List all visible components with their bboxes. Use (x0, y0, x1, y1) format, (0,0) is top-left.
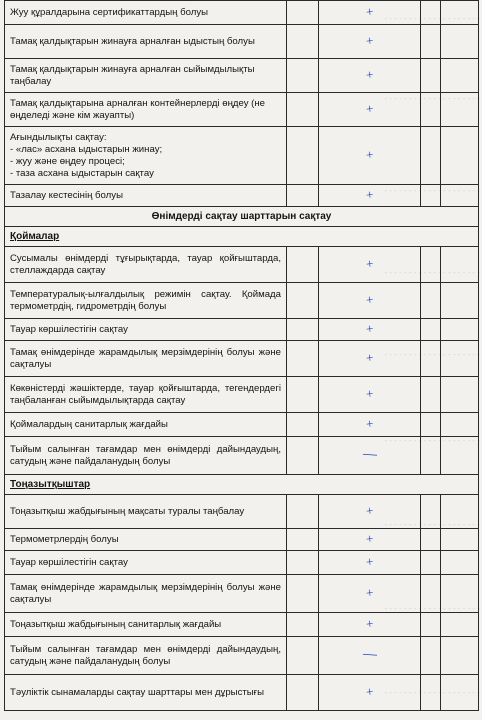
table-row (5, 93, 479, 127)
criterion-label: Тамақ өнімдерінде жарамдылық мерзімдерінің болуы және сақталуы (5, 575, 287, 613)
criterion-label: Сусымалы өнімдерді тұғырықтарда, тауар қойғыштарда, стеллаждарда сақтау (5, 247, 287, 283)
handwritten-mark: + (364, 349, 375, 365)
subsection-header (5, 227, 479, 247)
bleed-through-reverse-text: - - - - - - - - - - - - - - - - - - - - - - - - - - - - - - - - - - - - - - - - - - - - - - - - - - - - - - - - - - - - - - - - - - - - - - - - - - - - - - - - - - - - - - - - - - - - - - - - - - - - - - - - - - - - - - - - - - - - - - - - - - - - - - - - - - - - - - - - - - - - - - - - - - - - - - - - - - - - - - - - - - - - - - - - - - - - - - - - - - - - (384, 14, 480, 697)
criterion-label: Тоңазытқыш жабдығының мақсаты туралы таңбалау (5, 495, 287, 529)
table-row (5, 575, 479, 613)
table-row (5, 319, 479, 341)
subsection-title: Тоңазытқыштар (5, 475, 479, 495)
handwritten-mark: + (364, 683, 375, 699)
handwritten-mark: + (364, 100, 375, 116)
table-row (5, 1, 479, 25)
table-row (5, 413, 479, 437)
handwritten-mark: — (362, 646, 378, 663)
criterion-label: Тауар көршілестігін сақтау (5, 551, 287, 575)
criterion-label: Тамақ қалдықтарына арналған контейнерлерді өңдеу (не өңделеді және кім жауапты) (5, 93, 287, 127)
criterion-label: Тәуліктік сынамаларды сақтау шарттары мен дұрыстығы (5, 675, 287, 711)
handwritten-mark: + (364, 3, 375, 19)
handwritten-mark: + (364, 615, 375, 631)
table-row (5, 247, 479, 283)
criterion-label: Термометрлердің болуы (5, 529, 287, 551)
criterion-label: Көкөністерді жәшіктерде, тауар қойғыштарда, тегендердегі таңбаланған сыйымдылықтарда сақтау (5, 377, 287, 413)
table-row (5, 529, 479, 551)
criterion-label: Тазалау кестесінің болуы (5, 185, 287, 207)
handwritten-mark: + (364, 146, 375, 162)
criterion-label: Ағындылықты сақтау: - «лас» асхана ыдыстарын жинау; - жуу және өңдеу процесі; - таза асхана ыдыстарын сақтау (5, 127, 287, 185)
handwritten-mark: + (364, 385, 375, 401)
handwritten-mark: + (364, 320, 375, 336)
table-row (5, 675, 479, 711)
criterion-label: Тауар көршілестігін сақтау (5, 319, 287, 341)
criterion-label: Тамақ өнімдерінде жарамдылық мерзімдерінің болуы және сақталуы (5, 341, 287, 377)
subsection-title: Қоймалар (5, 227, 479, 247)
handwritten-mark: + (364, 66, 375, 82)
handwritten-mark: + (364, 32, 375, 48)
table-row (5, 25, 479, 59)
criterion-label: Тоңазытқыш жабдығының санитарлық жағдайы (5, 613, 287, 637)
criterion-label: Тыйым салынған тағамдар мен өнімдерді дайындаудың, сатудың және пайдаланудың болуы (5, 437, 287, 475)
table-row (5, 377, 479, 413)
checklist-table (4, 0, 479, 711)
handwritten-mark: + (364, 415, 375, 431)
table-row (5, 127, 479, 185)
criterion-label: Қоймалардың санитарлық жағдайы (5, 413, 287, 437)
table-row (5, 283, 479, 319)
table-row (5, 185, 479, 207)
table-row (5, 613, 479, 637)
criterion-label: Температуралық-ылғалдылық режимін сақтау. Қоймада термометрдің, гидрометрдің болуы (5, 283, 287, 319)
subsection-header (5, 475, 479, 495)
table-row (5, 437, 479, 475)
handwritten-mark: + (364, 584, 375, 600)
section-header (5, 207, 479, 227)
handwritten-mark: + (364, 530, 375, 546)
criterion-label: Жуу құралдарына сертификаттардың болуы (5, 1, 287, 25)
criterion-label: Тамақ қалдықтарын жинауға арналған ыдыстың болуы (5, 25, 287, 59)
table-row (5, 59, 479, 93)
section-title: Өнімдерді сақтау шарттарын сақтау (5, 207, 479, 227)
handwritten-mark: + (364, 553, 375, 569)
handwritten-mark: + (364, 502, 375, 518)
criterion-label: Тыйым салынған тағамдар мен өнімдерді дайындаудың, сатудың және пайдаланудың болуы (5, 637, 287, 675)
handwritten-mark: + (364, 291, 375, 307)
handwritten-mark: + (364, 186, 375, 202)
criterion-label: Тамақ қалдықтарын жинауға арналған сыйымдылықты таңбалау (5, 59, 287, 93)
handwritten-mark: + (364, 255, 375, 271)
table-row (5, 341, 479, 377)
table-row (5, 551, 479, 575)
table-row (5, 637, 479, 675)
table-row (5, 495, 479, 529)
handwritten-mark: — (362, 446, 378, 463)
